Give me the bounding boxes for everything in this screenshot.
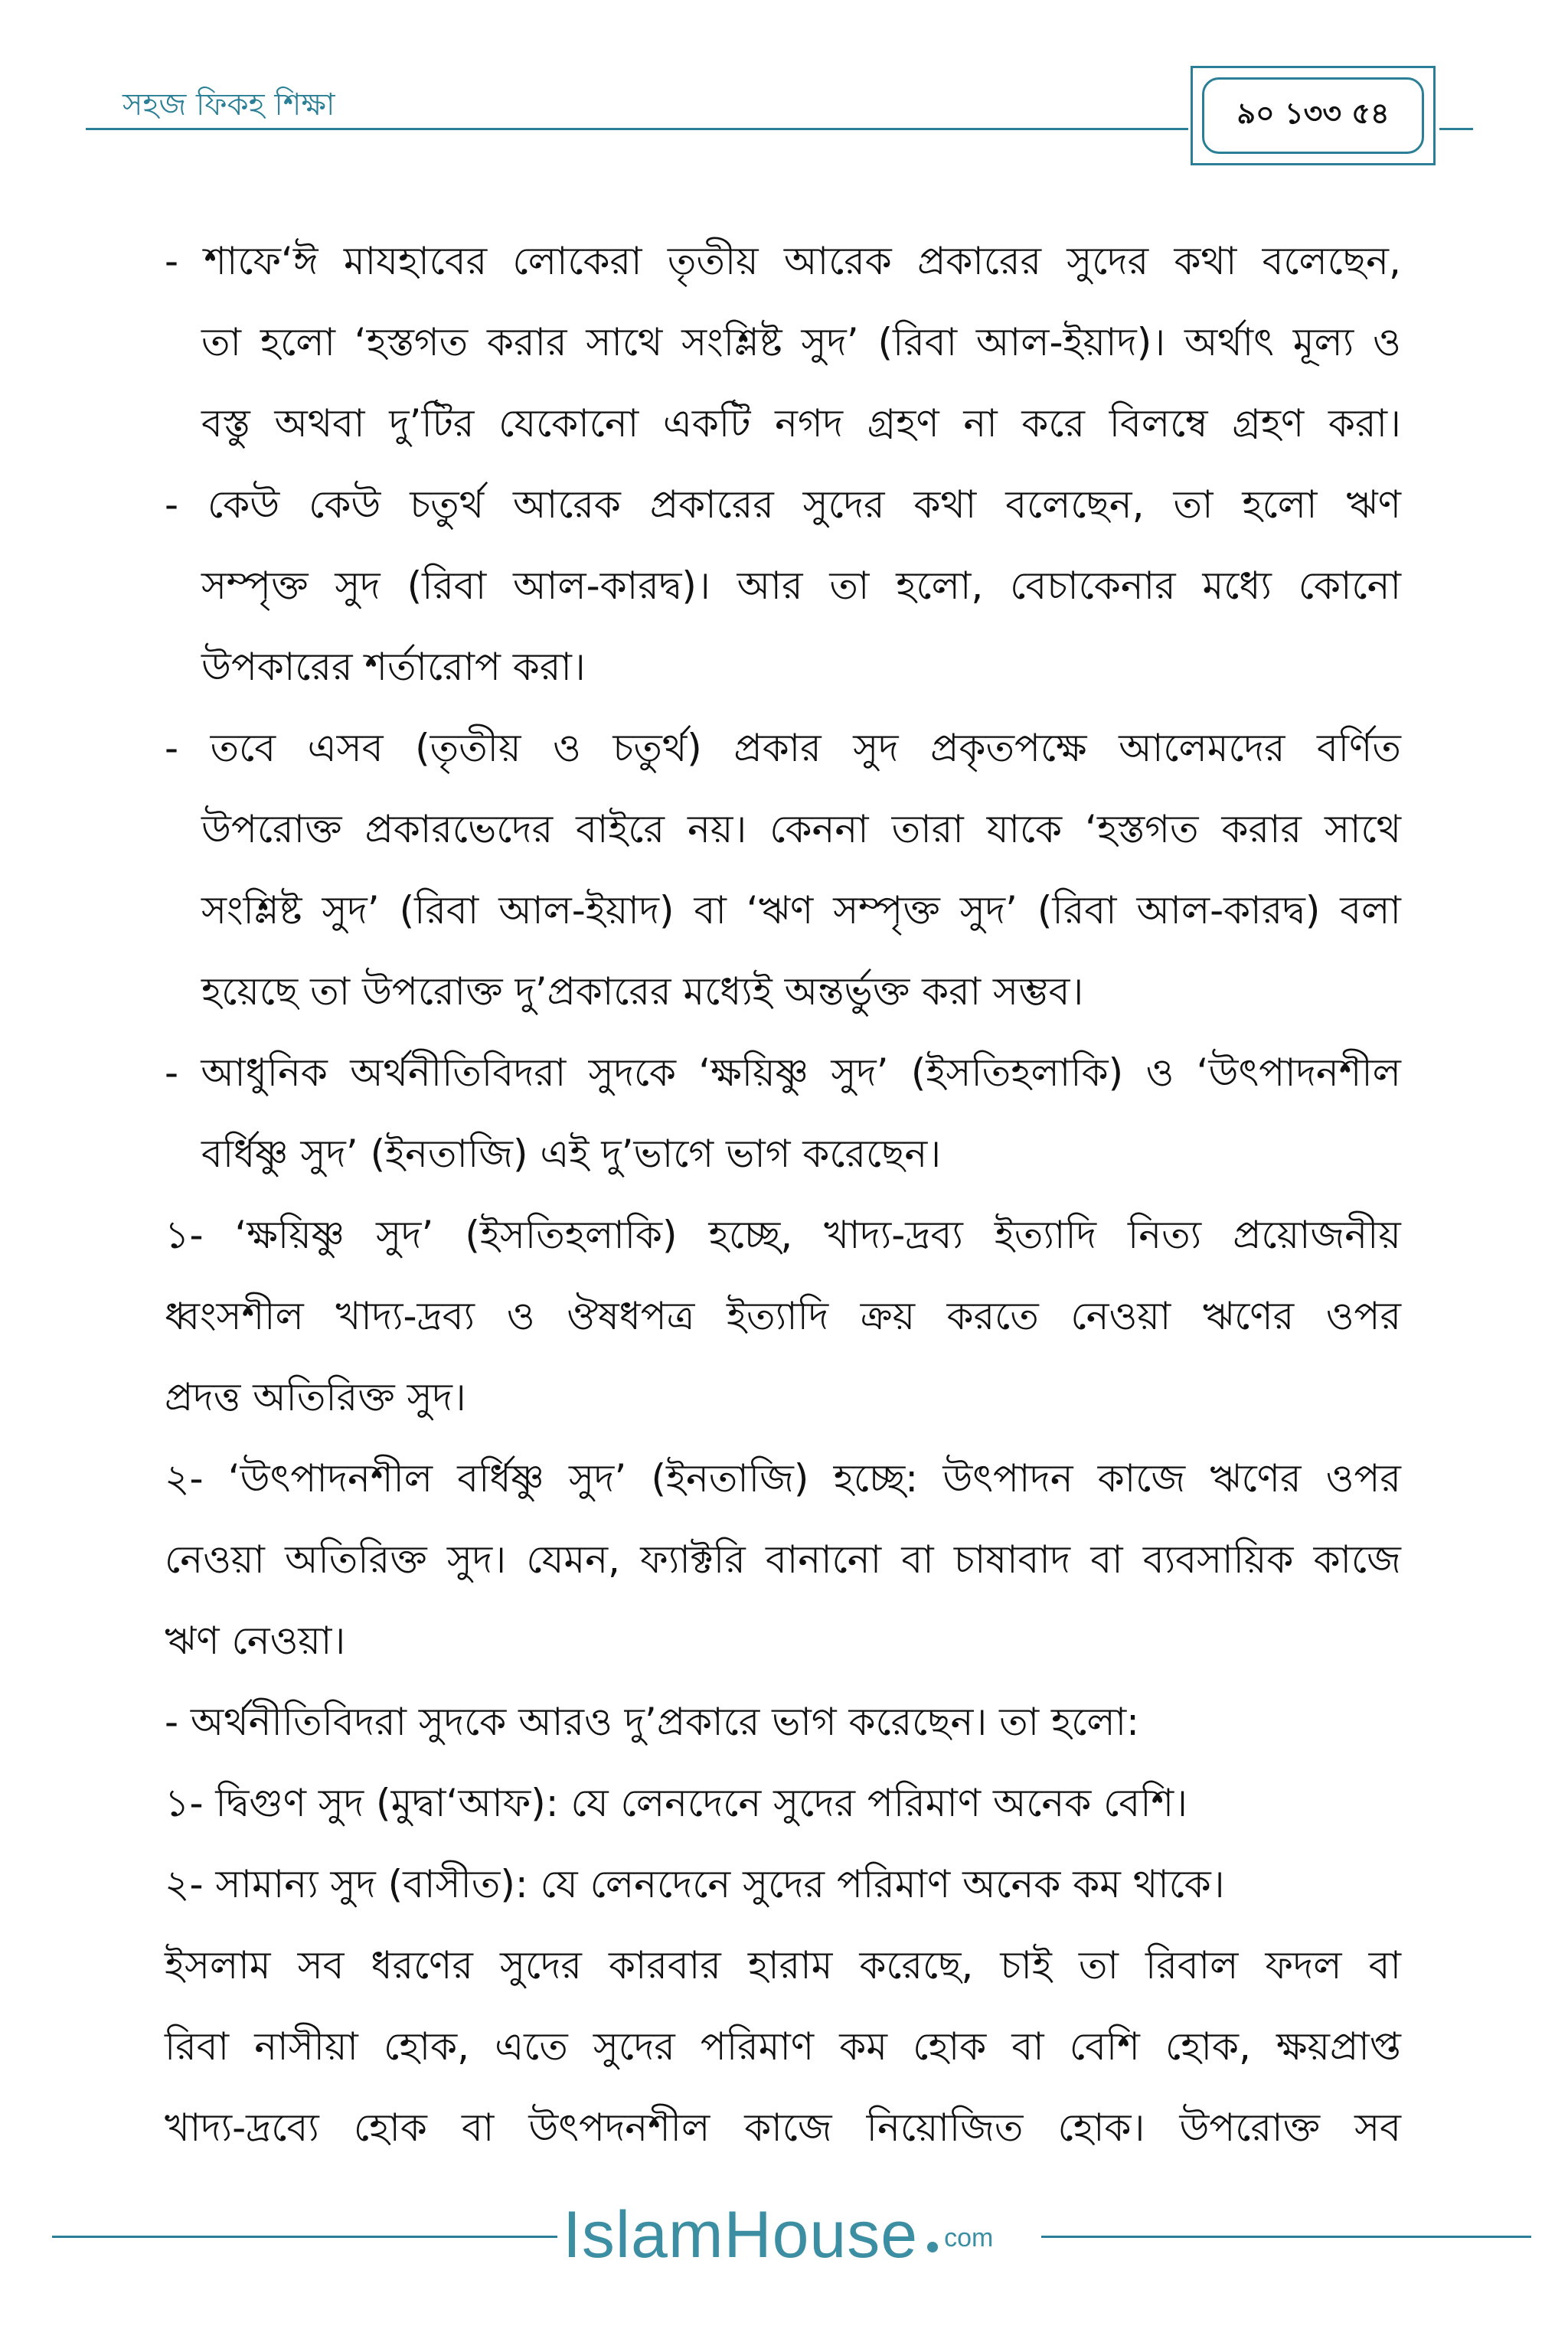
text-line: উপরোক্ত প্রকারভেদের বাইরে নয়। কেননা তারা যাকে ‘হস্তগত করার সাথে <box>201 807 1401 851</box>
text-line: ১- ‘ক্ষয়িষ্ণু সুদ’ (ইসতিহলাকি) হচ্ছে, খাদ্য-দ্রব্য ইত্যাদি নিত্য প্রয়োজনীয় <box>165 1213 1401 1257</box>
text-line: খাদ্য-দ্রব্যে হোক বা উৎপদনশীল কাজে নিয়োজিত হোক। উপরোক্ত সব <box>165 2105 1401 2150</box>
islamhouse-logo <box>563 2198 994 2272</box>
text-line: - অর্থনীতিবিদরা সুদকে আরও দু’প্রকারে ভাগ করেছেন। তা হলো: <box>165 1700 1139 1744</box>
book-title: সহজ ফিকহ শিক্ষা <box>122 87 335 122</box>
text-line: ২- ‘উৎপাদনশীল বর্ধিষ্ণু সুদ’ (ইনতাজি) হচ্ছে: উৎপাদন কাজে ঋণের ওপর <box>165 1456 1401 1501</box>
header-rule-left <box>86 128 1188 130</box>
page-header <box>0 0 1568 176</box>
logo-suffix: com <box>944 2223 994 2252</box>
text-line: - কেউ কেউ চতুর্থ আরেক প্রকারের সুদের কথা বলেছেন, তা হলো ঋণ <box>165 482 1401 527</box>
body-text <box>165 220 1401 2168</box>
footer-rule-left <box>52 2236 557 2238</box>
text-line: ২- সামান্য সুদ (বাসীত): যে লেনদেনে সুদের পরিমাণ অনেক কম থাকে। <box>165 1862 1225 1906</box>
page-footer <box>0 2190 1568 2282</box>
text-line: ঋণ নেওয়া। <box>165 1619 346 1663</box>
text-line: - আধুনিক অর্থনীতিবিদরা সুদকে ‘ক্ষয়িষ্ণু সুদ’ (ইসতিহলাকি) ও ‘উৎপাদনশীল <box>165 1050 1401 1095</box>
text-line: ইসলাম সব ধরণের সুদের কারবার হারাম করেছে, চাই তা রিবাল ফদল বা <box>165 1943 1401 1988</box>
text-line: - তবে এসব (তৃতীয় ও চতুর্থ) প্রকার সুদ প্রকৃতপক্ষে আলেমদের বর্ণিত <box>165 726 1401 770</box>
text-line: বর্ধিষ্ণু সুদ’ (ইনতাজি) এই দু’ভাগে ভাগ করেছেন। <box>201 1132 942 1176</box>
logo-dot-icon <box>927 2242 938 2252</box>
text-line: তা হলো ‘হস্তগত করার সাথে সংশ্লিষ্ট সুদ’ (রিবা আল-ইয়াদ)। অর্থাৎ মূল্য ও <box>201 320 1401 364</box>
page-number-frame <box>1191 66 1436 165</box>
text-line: প্রদত্ত অতিরিক্ত সুদ। <box>165 1375 466 1419</box>
header-rule-right <box>1439 128 1473 130</box>
text-line: - শাফে‘ঈ মাযহাবের লোকেরা তৃতীয় আরেক প্রকারের সুদের কথা বলেছেন, <box>165 239 1401 283</box>
text-line: ধ্বংসশীল খাদ্য-দ্রব্য ও ঔষধপত্র ইত্যাদি ক্রয় করতে নেওয়া ঋণের ওপর <box>165 1294 1401 1338</box>
logo-wordmark: IslamHouse <box>563 2198 919 2272</box>
footer-rule-right <box>1041 2236 1531 2238</box>
page-number-inner-frame <box>1202 77 1424 154</box>
text-line: সংশ্লিষ্ট সুদ’ (রিবা আল-ইয়াদ) বা ‘ঋণ সম্পৃক্ত সুদ’ (রিবা আল-কারদ্ব) বলা <box>201 888 1401 933</box>
text-line: ১- দ্বিগুণ সুদ (মুদ্বা‘আফ): যে লেনদেনে সুদের পরিমাণ অনেক বেশি। <box>165 1781 1188 1825</box>
text-line: রিবা নাসীয়া হোক, এতে সুদের পরিমাণ কম হোক বা বেশি হোক, ক্ষয়প্রাপ্ত <box>165 2024 1401 2069</box>
text-line: হয়েছে তা উপরোক্ত দু’প্রকারের মধ্যেই অন্তর্ভুক্ত করা সম্ভব। <box>201 969 1084 1014</box>
text-line: সম্পৃক্ত সুদ (রিবা আল-কারদ্ব)। আর তা হলো, বেচাকেনার মধ্যে কোনো <box>201 564 1401 608</box>
text-line: উপকারের শর্তারোপ করা। <box>201 645 586 689</box>
text-line: বস্তু অথবা দু’টির যেকোনো একটি নগদ গ্রহণ না করে বিলম্বে গ্রহণ করা। <box>201 401 1401 446</box>
text-line: নেওয়া অতিরিক্ত সুদ। যেমন, ফ্যাক্টরি বানানো বা চাষাবাদ বা ব্যবসায়িক কাজে <box>165 1537 1401 1582</box>
page-number: ৯০ ১৩৩ ৫৪ <box>1236 96 1390 130</box>
